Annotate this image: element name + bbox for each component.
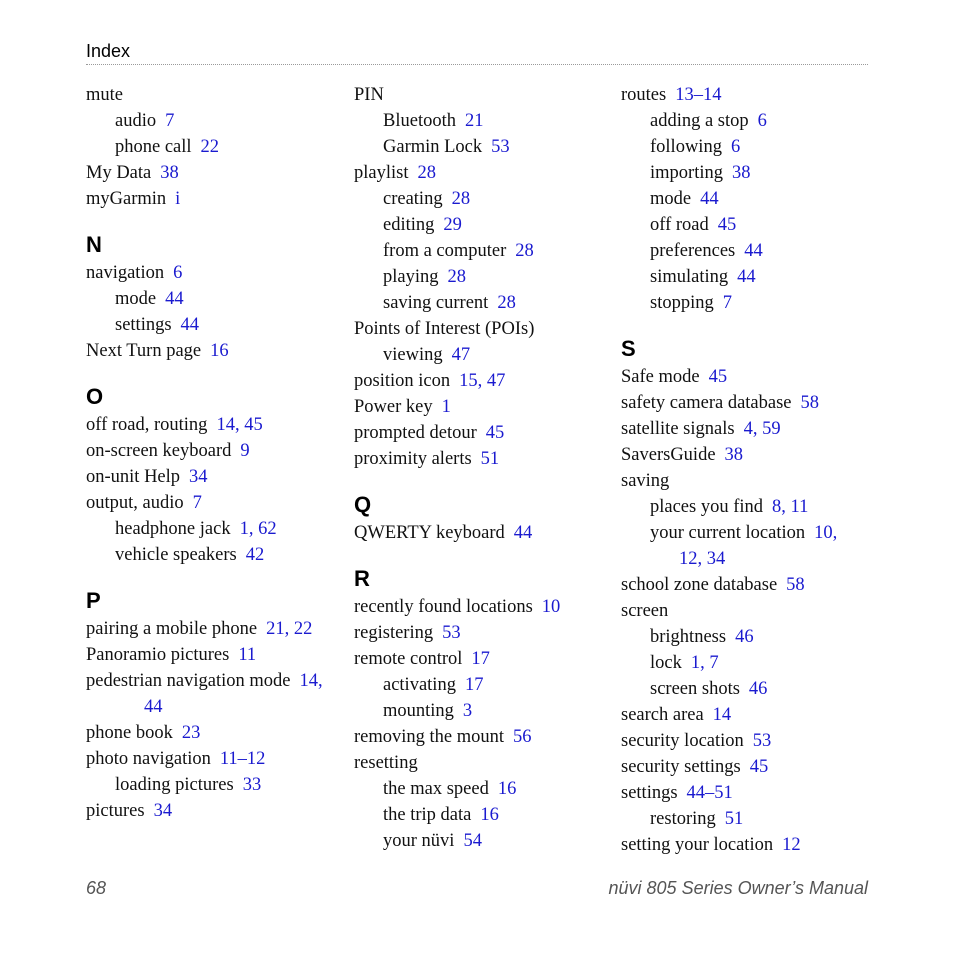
page-reference-link[interactable]: 53	[752, 731, 772, 751]
entry-term: routes	[621, 85, 667, 105]
index-entry	[86, 412, 336, 438]
page-reference-link[interactable]: 16	[497, 779, 517, 799]
page-reference-link[interactable]: 44	[744, 241, 763, 261]
index-subentry	[621, 676, 871, 702]
index-subentry	[354, 802, 604, 828]
manual-title: nüvi 805 Series Owner’s Manual	[608, 878, 868, 898]
page-reference-link[interactable]: 44	[737, 267, 756, 287]
entry-term: screen shots	[650, 679, 740, 699]
index-subentry	[621, 134, 871, 160]
entry-term: SaversGuide	[621, 445, 716, 465]
entry-term: from a computer	[383, 241, 507, 261]
index-entry	[86, 260, 336, 286]
page-reference-link[interactable]: 11–12	[219, 749, 266, 769]
index-entry	[621, 728, 871, 754]
entry-term: following	[650, 137, 722, 157]
index-entry	[621, 598, 871, 624]
entry-term: preferences	[650, 241, 736, 261]
page-reference-link[interactable]: 17	[471, 649, 490, 669]
entry-term: stopping	[650, 293, 714, 313]
entry-term: creating	[383, 189, 443, 209]
entry-term: saving current	[383, 293, 489, 313]
entry-term: the max speed	[383, 779, 489, 799]
index-subentry	[86, 516, 336, 542]
page-reference-link[interactable]: 21	[464, 111, 484, 131]
page-reference-link[interactable]: 42	[245, 545, 265, 565]
entry-term: setting your location	[621, 835, 774, 855]
page-reference-link[interactable]: 44	[180, 315, 200, 335]
page-reference-link[interactable]: 45	[717, 215, 737, 235]
page-reference-link[interactable]: 6	[757, 111, 767, 131]
index-entry	[354, 394, 604, 420]
page-reference-link[interactable]: 51	[480, 449, 500, 469]
index-entry	[621, 832, 871, 858]
entry-term: position icon	[354, 371, 451, 391]
index-entry-continuation	[621, 546, 871, 572]
entry-term: satellite signals	[621, 419, 735, 439]
entry-term: proximity alerts	[354, 449, 472, 469]
section-letter: O	[86, 384, 104, 409]
page-reference-link[interactable]: 47	[451, 345, 471, 365]
index-entry	[621, 390, 871, 416]
index-column-3	[621, 82, 871, 858]
index-entry	[86, 338, 336, 364]
index-entry	[621, 468, 871, 494]
entry-term: security location	[621, 731, 744, 751]
index-subentry	[86, 108, 336, 134]
index-entry	[354, 646, 604, 672]
page-reference-link[interactable]: 6	[730, 137, 741, 157]
entry-term: the trip data	[383, 805, 472, 825]
entry-term: remote control	[354, 649, 463, 669]
entry-term: recently found locations	[354, 597, 533, 617]
index-subentry	[621, 108, 871, 134]
index-entry	[354, 620, 604, 646]
index-subentry	[86, 542, 336, 568]
index-subentry	[621, 494, 871, 520]
page-reference-link[interactable]: 22	[200, 137, 220, 157]
index-entry	[86, 668, 336, 694]
page-number: 68	[86, 878, 107, 898]
entry-term: your nüvi	[383, 831, 455, 851]
page-reference-link[interactable]: 1	[441, 397, 451, 417]
page-reference-link[interactable]: 44	[700, 189, 719, 209]
page-reference-link[interactable]: i	[175, 189, 181, 209]
page-reference-link[interactable]: 38	[731, 163, 751, 183]
page-reference-link[interactable]: 7	[192, 493, 202, 513]
page-reference-link[interactable]: 46	[735, 627, 754, 647]
entry-term: resetting	[354, 753, 418, 773]
entry-term: settings	[115, 315, 172, 335]
page-reference-link[interactable]: 17	[464, 675, 484, 695]
index-entry	[86, 438, 336, 464]
entry-term: lock	[650, 653, 682, 673]
header-dotted-rule	[86, 64, 868, 65]
entry-term: Garmin Lock	[383, 137, 483, 157]
page-reference-link[interactable]: 56	[513, 727, 532, 747]
index-entry	[621, 754, 871, 780]
index-entry	[354, 368, 604, 394]
page-reference-link[interactable]: 3	[462, 701, 473, 721]
entry-term: Next Turn page	[86, 341, 202, 361]
index-subentry	[354, 342, 604, 368]
index-entry	[86, 160, 336, 186]
index-subentry	[354, 828, 604, 854]
entry-term: Panoramio pictures	[86, 645, 230, 665]
page-reference-link[interactable]: 14, 45	[216, 415, 263, 435]
index-entry	[354, 724, 604, 750]
page-reference-link[interactable]: 7	[165, 111, 175, 131]
index-subentry	[354, 672, 604, 698]
index-subentry	[621, 520, 871, 546]
entry-term: viewing	[383, 345, 443, 365]
page-reference-link[interactable]: 28	[515, 241, 534, 261]
page-reference-link[interactable]: 34	[153, 801, 173, 821]
page-reference-link[interactable]: 44–51	[686, 783, 733, 803]
entry-term: screen	[621, 601, 669, 621]
index-subentry	[621, 264, 871, 290]
page-reference-link[interactable]: 8, 11	[772, 497, 809, 517]
entry-term: phone call	[115, 137, 192, 157]
page-reference-link[interactable]: 14	[712, 705, 732, 725]
entry-term: photo navigation	[86, 749, 211, 769]
page-reference-link[interactable]: 38	[724, 445, 744, 465]
index-subentry	[354, 108, 604, 134]
entry-term: phone book	[86, 723, 173, 743]
entry-term: saving	[621, 471, 670, 491]
entry-term: prompted detour	[354, 423, 477, 443]
page-reference-link[interactable]: 16	[210, 341, 229, 361]
page-reference-link[interactable]: 15, 47	[459, 371, 506, 391]
entry-term: security settings	[621, 757, 741, 777]
entry-term: mode	[650, 189, 692, 209]
index-subentry	[621, 624, 871, 650]
section-letter: P	[86, 588, 101, 613]
entry-term: Bluetooth	[383, 111, 456, 131]
entry-term: importing	[650, 163, 723, 183]
index-subentry	[354, 238, 604, 264]
page-reference-link[interactable]: 54	[463, 831, 482, 851]
entry-term: mode	[115, 289, 157, 309]
index-entry	[354, 420, 604, 446]
index-entry	[86, 720, 336, 746]
page-reference-link[interactable]: 53	[491, 137, 510, 157]
page-reference-link[interactable]: 1, 62	[239, 519, 277, 539]
index-entry	[354, 316, 604, 342]
entry-term: adding a stop	[650, 111, 749, 131]
page-reference-link[interactable]: 13–14	[675, 85, 722, 105]
index-subentry	[621, 212, 871, 238]
index-entry	[621, 442, 871, 468]
entry-term: editing	[383, 215, 435, 235]
page-reference-link[interactable]: 34	[189, 467, 208, 487]
index-entry	[86, 746, 336, 772]
entry-term: loading pictures	[115, 775, 234, 795]
page-reference-link[interactable]: 33	[242, 775, 262, 795]
entry-term: navigation	[86, 263, 165, 283]
page-reference-link[interactable]: 11	[238, 645, 257, 665]
page-reference-link[interactable]: 12	[782, 835, 801, 855]
entry-term: Power key	[354, 397, 433, 417]
index-subentry	[354, 290, 604, 316]
entry-term: registering	[354, 623, 434, 643]
index-subentry	[621, 290, 871, 316]
index-subentry	[86, 772, 336, 798]
index-entry	[354, 520, 604, 546]
entry-term: headphone jack	[115, 519, 231, 539]
page-reference-link[interactable]: 44	[144, 697, 163, 717]
page-reference-link[interactable]: 46	[748, 679, 768, 699]
page-reference-link[interactable]: 23	[181, 723, 201, 743]
entry-term: pedestrian navigation mode	[86, 671, 291, 691]
entry-term: mute	[86, 85, 123, 105]
entry-term: search area	[621, 705, 704, 725]
index-column-2	[354, 82, 604, 854]
entry-term: restoring	[650, 809, 716, 829]
entry-term: Points of Interest (POIs)	[354, 319, 535, 339]
page-reference-link[interactable]: 6	[173, 263, 183, 283]
page-reference-link[interactable]: 28	[497, 293, 516, 313]
page-reference-link[interactable]: 14,	[299, 671, 323, 691]
index-entry	[354, 594, 604, 620]
page-reference-link[interactable]: 58	[800, 393, 820, 413]
entry-term: removing the mount	[354, 727, 505, 747]
index-subentry	[621, 186, 871, 212]
page-reference-link[interactable]: 44	[165, 289, 184, 309]
index-entry	[621, 82, 871, 108]
page-reference-link[interactable]: 45	[749, 757, 769, 777]
page-reference-link[interactable]: 38	[160, 163, 179, 183]
index-subentry	[86, 134, 336, 160]
index-entry	[86, 186, 336, 212]
index-entry	[86, 490, 336, 516]
page-reference-link[interactable]: 1, 7	[690, 653, 719, 673]
entry-term: school zone database	[621, 575, 778, 595]
index-entry	[621, 780, 871, 806]
entry-term: off road	[650, 215, 709, 235]
page-reference-link[interactable]: 53	[442, 623, 461, 643]
index-entry	[354, 160, 604, 186]
index-subentry	[621, 806, 871, 832]
page-reference-link[interactable]: 21, 22	[266, 619, 313, 639]
index-entry	[354, 82, 604, 108]
index-subentry	[354, 186, 604, 212]
page-reference-link[interactable]: 4, 59	[743, 419, 781, 439]
section-letter: Q	[354, 492, 372, 517]
page-reference-link[interactable]: 45	[485, 423, 505, 443]
entry-term: output, audio	[86, 493, 184, 513]
index-entry	[354, 446, 604, 472]
page-reference-link[interactable]: 45	[708, 367, 728, 387]
index-subentry	[621, 238, 871, 264]
index-entry	[86, 82, 336, 108]
index-entry	[86, 642, 336, 668]
entry-term: settings	[621, 783, 678, 803]
page-reference-link[interactable]: 12, 34	[679, 549, 726, 569]
section-letter: N	[86, 232, 102, 257]
index-subentry	[354, 134, 604, 160]
entry-term: playing	[383, 267, 439, 287]
page-reference-link[interactable]: 29	[443, 215, 462, 235]
index-entry-continuation	[86, 694, 336, 720]
entry-term: safety camera database	[621, 393, 792, 413]
index-entry	[621, 702, 871, 728]
page-reference-link[interactable]: 10,	[814, 523, 838, 543]
entry-term: My Data	[86, 163, 152, 183]
page-reference-link[interactable]: 28	[447, 267, 466, 287]
entry-term: PIN	[354, 85, 384, 105]
entry-term: activating	[383, 675, 456, 695]
index-entry	[621, 364, 871, 390]
index-entry	[621, 572, 871, 598]
page-reference-link[interactable]: 10	[541, 597, 561, 617]
page-reference-link[interactable]: 28	[451, 189, 471, 209]
index-subentry	[354, 698, 604, 724]
entry-term: myGarmin	[86, 189, 167, 209]
index-subentry	[621, 650, 871, 676]
entry-term: on-screen keyboard	[86, 441, 232, 461]
section-letter: R	[354, 566, 370, 591]
entry-term: brightness	[650, 627, 727, 647]
entry-term: pictures	[86, 801, 145, 821]
entry-term: vehicle speakers	[115, 545, 237, 565]
entry-term: your current location	[650, 523, 806, 543]
entry-term: mounting	[383, 701, 454, 721]
entry-term: audio	[115, 111, 157, 131]
index-subentry	[354, 264, 604, 290]
page-reference-link[interactable]: 58	[786, 575, 805, 595]
entry-term: off road, routing	[86, 415, 208, 435]
index-entry	[86, 798, 336, 824]
section-letter: S	[621, 336, 636, 361]
index-subentry	[354, 212, 604, 238]
running-header: Index	[86, 41, 131, 61]
entry-term: QWERTY keyboard	[354, 523, 505, 543]
page-reference-link[interactable]: 7	[722, 293, 732, 313]
entry-term: playlist	[354, 163, 409, 183]
index-entry	[621, 416, 871, 442]
index-subentry	[354, 776, 604, 802]
page-reference-link[interactable]: 9	[240, 441, 250, 461]
page-reference-link[interactable]: 16	[480, 805, 499, 825]
index-subentry	[86, 286, 336, 312]
entry-term: pairing a mobile phone	[86, 619, 258, 639]
entry-term: on-unit Help	[86, 467, 181, 487]
index-entry	[354, 750, 604, 776]
index-subentry	[86, 312, 336, 338]
index-subentry	[621, 160, 871, 186]
entry-term: Safe mode	[621, 367, 700, 387]
index-entry	[86, 464, 336, 490]
page-reference-link[interactable]: 51	[724, 809, 744, 829]
page-reference-link[interactable]: 44	[513, 523, 533, 543]
index-column-1	[86, 82, 336, 824]
entry-term: simulating	[650, 267, 729, 287]
page-reference-link[interactable]: 28	[417, 163, 436, 183]
entry-term: places you find	[650, 497, 764, 517]
index-entry	[86, 616, 336, 642]
